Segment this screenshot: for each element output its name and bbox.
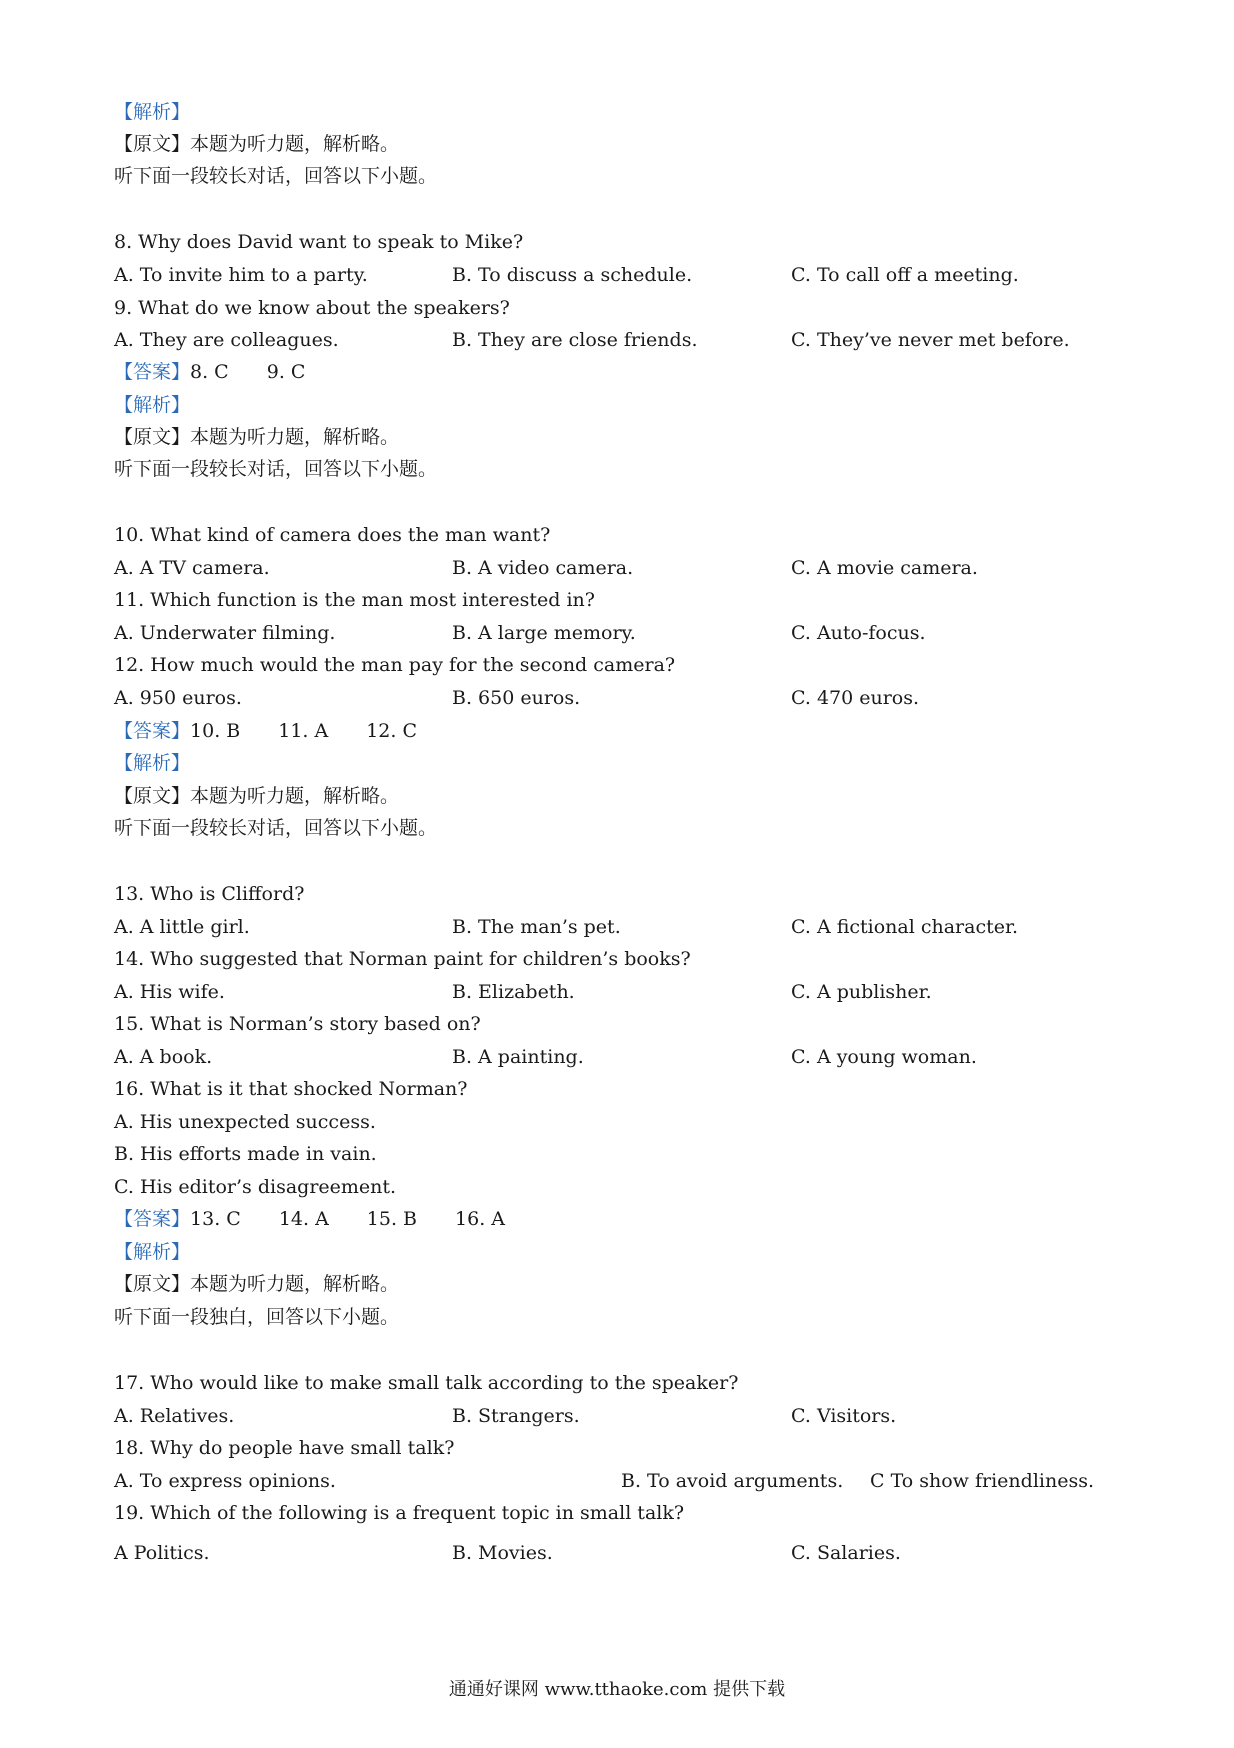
text-line: 11. Which function is the man most interested in? [114,589,595,611]
option-a: A. They are colleagues. [114,329,339,351]
option-b: B. A painting. [452,1046,584,1068]
text-line: 【原文】本题为听力题，解析略。 [114,785,400,807]
answer-item: 14. A [278,1208,329,1230]
answer-item: 13. C [190,1208,241,1230]
option-c: C. A fictional character. [791,916,1019,938]
option-row [0,1541,1234,1565]
option-b: B. A video camera. [452,557,634,579]
option-b: B. Elizabeth. [452,981,575,1003]
text-line: A. His unexpected success. [114,1111,376,1133]
option-a: A. A TV camera. [114,557,270,579]
text-line: 听下面一段较长对话，回答以下小题。 [114,165,438,187]
answer-item: 16. A [455,1208,505,1230]
page-footer: 通通好课网 www.tthaoke.com 提供下载 [448,1679,786,1700]
option-row [0,263,1234,287]
text-line: 8. Why does David want to speak to Mike? [114,231,524,253]
option-row [0,686,1234,710]
text-line: 18. Why do people have small talk? [114,1437,455,1459]
text-line: 15. What is Norman’s story based on? [114,1013,481,1035]
text-line: 【原文】本题为听力题，解析略。 [114,133,400,155]
option-c: C. They’ve never met before. [791,329,1070,351]
option-c: C. A young woman. [791,1046,977,1068]
option-row [0,1404,1234,1428]
answer-tag: 【答案】 [114,720,191,742]
option-c: C. A movie camera. [791,557,978,579]
option-a: A. 950 euros. [114,687,242,709]
option-b: B. Movies. [452,1542,553,1564]
text-line: 听下面一段独白，回答以下小题。 [114,1306,400,1328]
analysis-tag: 【解析】 [114,752,191,774]
option-a: A. Underwater filming. [114,622,336,644]
option-b: B. To avoid arguments. [621,1470,844,1492]
text-line: 13. Who is Clifford? [114,883,305,905]
option-row [0,328,1234,352]
option-c: C. To call off a meeting. [791,264,1019,286]
option-a: A Politics. [114,1542,210,1564]
analysis-tag: 【解析】 [114,394,191,416]
text-line: 【原文】本题为听力题，解析略。 [114,426,400,448]
answer-item: 11. A [278,720,329,742]
option-c: C. 470 euros. [791,687,920,709]
text-line: 19. Which of the following is a frequent topic in small talk? [114,1502,685,1524]
option-row [0,980,1234,1004]
answer-item: 12. C [366,720,418,742]
text-line: 9. What do we know about the speakers? [114,297,510,319]
answer-line [114,360,343,384]
option-c: C To show friendliness. [870,1470,1094,1492]
text-line: 16. What is it that shocked Norman? [114,1078,468,1100]
option-a: A. A little girl. [114,916,250,938]
option-c: C. Visitors. [791,1405,897,1427]
option-b: B. 650 euros. [452,687,581,709]
option-a: A. His wife. [114,981,225,1003]
text-line: 【原文】本题为听力题，解析略。 [114,1273,400,1295]
option-c: C. Salaries. [791,1542,901,1564]
answer-item: 8. C [190,361,229,383]
text-line: B. His efforts made in vain. [114,1143,377,1165]
answer-tag: 【答案】 [114,361,191,383]
option-b: B. A large memory. [452,622,636,644]
option-b: B. The man’s pet. [452,916,621,938]
text-line: 17. Who would like to make small talk according to the speaker? [114,1372,739,1394]
option-c: C. Auto-focus. [791,622,926,644]
text-line: 10. What kind of camera does the man want? [114,524,551,546]
text-line: C. His editor’s disagreement. [114,1176,397,1198]
option-a: A. A book. [114,1046,213,1068]
answer-item: 10. B [190,720,241,742]
option-row [0,1469,1234,1493]
option-b: B. To discuss a schedule. [452,264,693,286]
answer-line [114,1207,543,1231]
text-line: 听下面一段较长对话，回答以下小题。 [114,458,438,480]
answer-item: 15. B [366,1208,418,1230]
text-line: 听下面一段较长对话，回答以下小题。 [114,817,438,839]
text-line: 12. How much would the man pay for the second camera? [114,654,676,676]
answer-line [114,719,455,743]
option-b: B. They are close friends. [452,329,698,351]
option-a: A. Relatives. [114,1405,235,1427]
option-b: B. Strangers. [452,1405,580,1427]
option-row [0,1045,1234,1069]
answer-tag: 【答案】 [114,1208,191,1230]
text-line: 14. Who suggested that Norman paint for children’s books? [114,948,691,970]
option-row [0,915,1234,939]
analysis-tag: 【解析】 [114,1241,191,1263]
option-a: A. To invite him to a party. [114,264,368,286]
option-c: C. A publisher. [791,981,932,1003]
option-row [0,556,1234,580]
answer-item: 9. C [266,361,306,383]
option-a: A. To express opinions. [114,1470,336,1492]
analysis-tag: 【解析】 [114,101,191,123]
option-row [0,621,1234,645]
